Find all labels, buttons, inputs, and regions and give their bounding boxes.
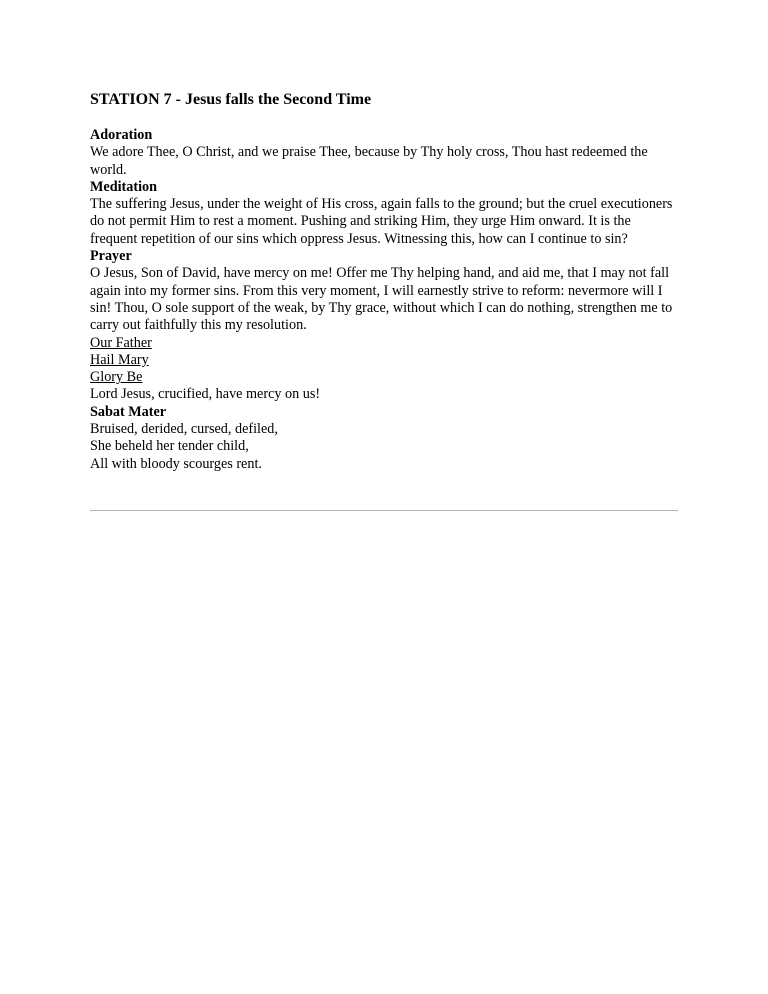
sabat-mater-line: She beheld her tender child,	[90, 438, 249, 455]
hail-mary-link[interactable]: Hail Mary	[90, 351, 149, 368]
document-body	[90, 88, 680, 473]
closing-line: Lord Jesus, crucified, have mercy on us!	[90, 386, 321, 403]
meditation-heading: Meditation	[90, 178, 157, 195]
adoration-text: We adore Thee, O Christ, and we praise Thee, because by Thy holy cross, Thou hast redeemed the world.	[90, 144, 648, 178]
page-title: STATION 7 - Jesus falls the Second Time	[90, 91, 372, 108]
prayer-heading: Prayer	[90, 248, 132, 265]
sabat-mater-line: All with bloody scourges rent.	[90, 455, 262, 472]
sabat-mater-line: Bruised, derided, cursed, defiled,	[90, 421, 278, 438]
our-father-link[interactable]: Our Father	[90, 334, 152, 351]
content-block	[90, 127, 680, 473]
sabat-mater-heading: Sabat Mater	[90, 403, 167, 420]
prayer-text: O Jesus, Son of David, have mercy on me! Offer me Thy helping hand, and aid me, that I may not fall again into my former sins. From this very moment, I will earnestly strive to reform: nevermore will I sin! Thou, O sole support of the weak, by Thy grace, without which I can do nothing, strengthen me to carry out faithfully this my resolution.	[90, 265, 673, 334]
meditation-text: The suffering Jesus, under the weight of His cross, again falls to the ground; but the cruel executioners do not permit Him to rest a moment. Pushing and striking Him, they urge Him onward. It is the frequent repetition of our sins which oppress Jesus. Witnessing this, how can I continue to sin?	[90, 196, 673, 247]
horizontal-divider	[90, 510, 678, 511]
adoration-heading: Adoration	[90, 127, 153, 143]
glory-be-link[interactable]: Glory Be	[90, 369, 143, 386]
